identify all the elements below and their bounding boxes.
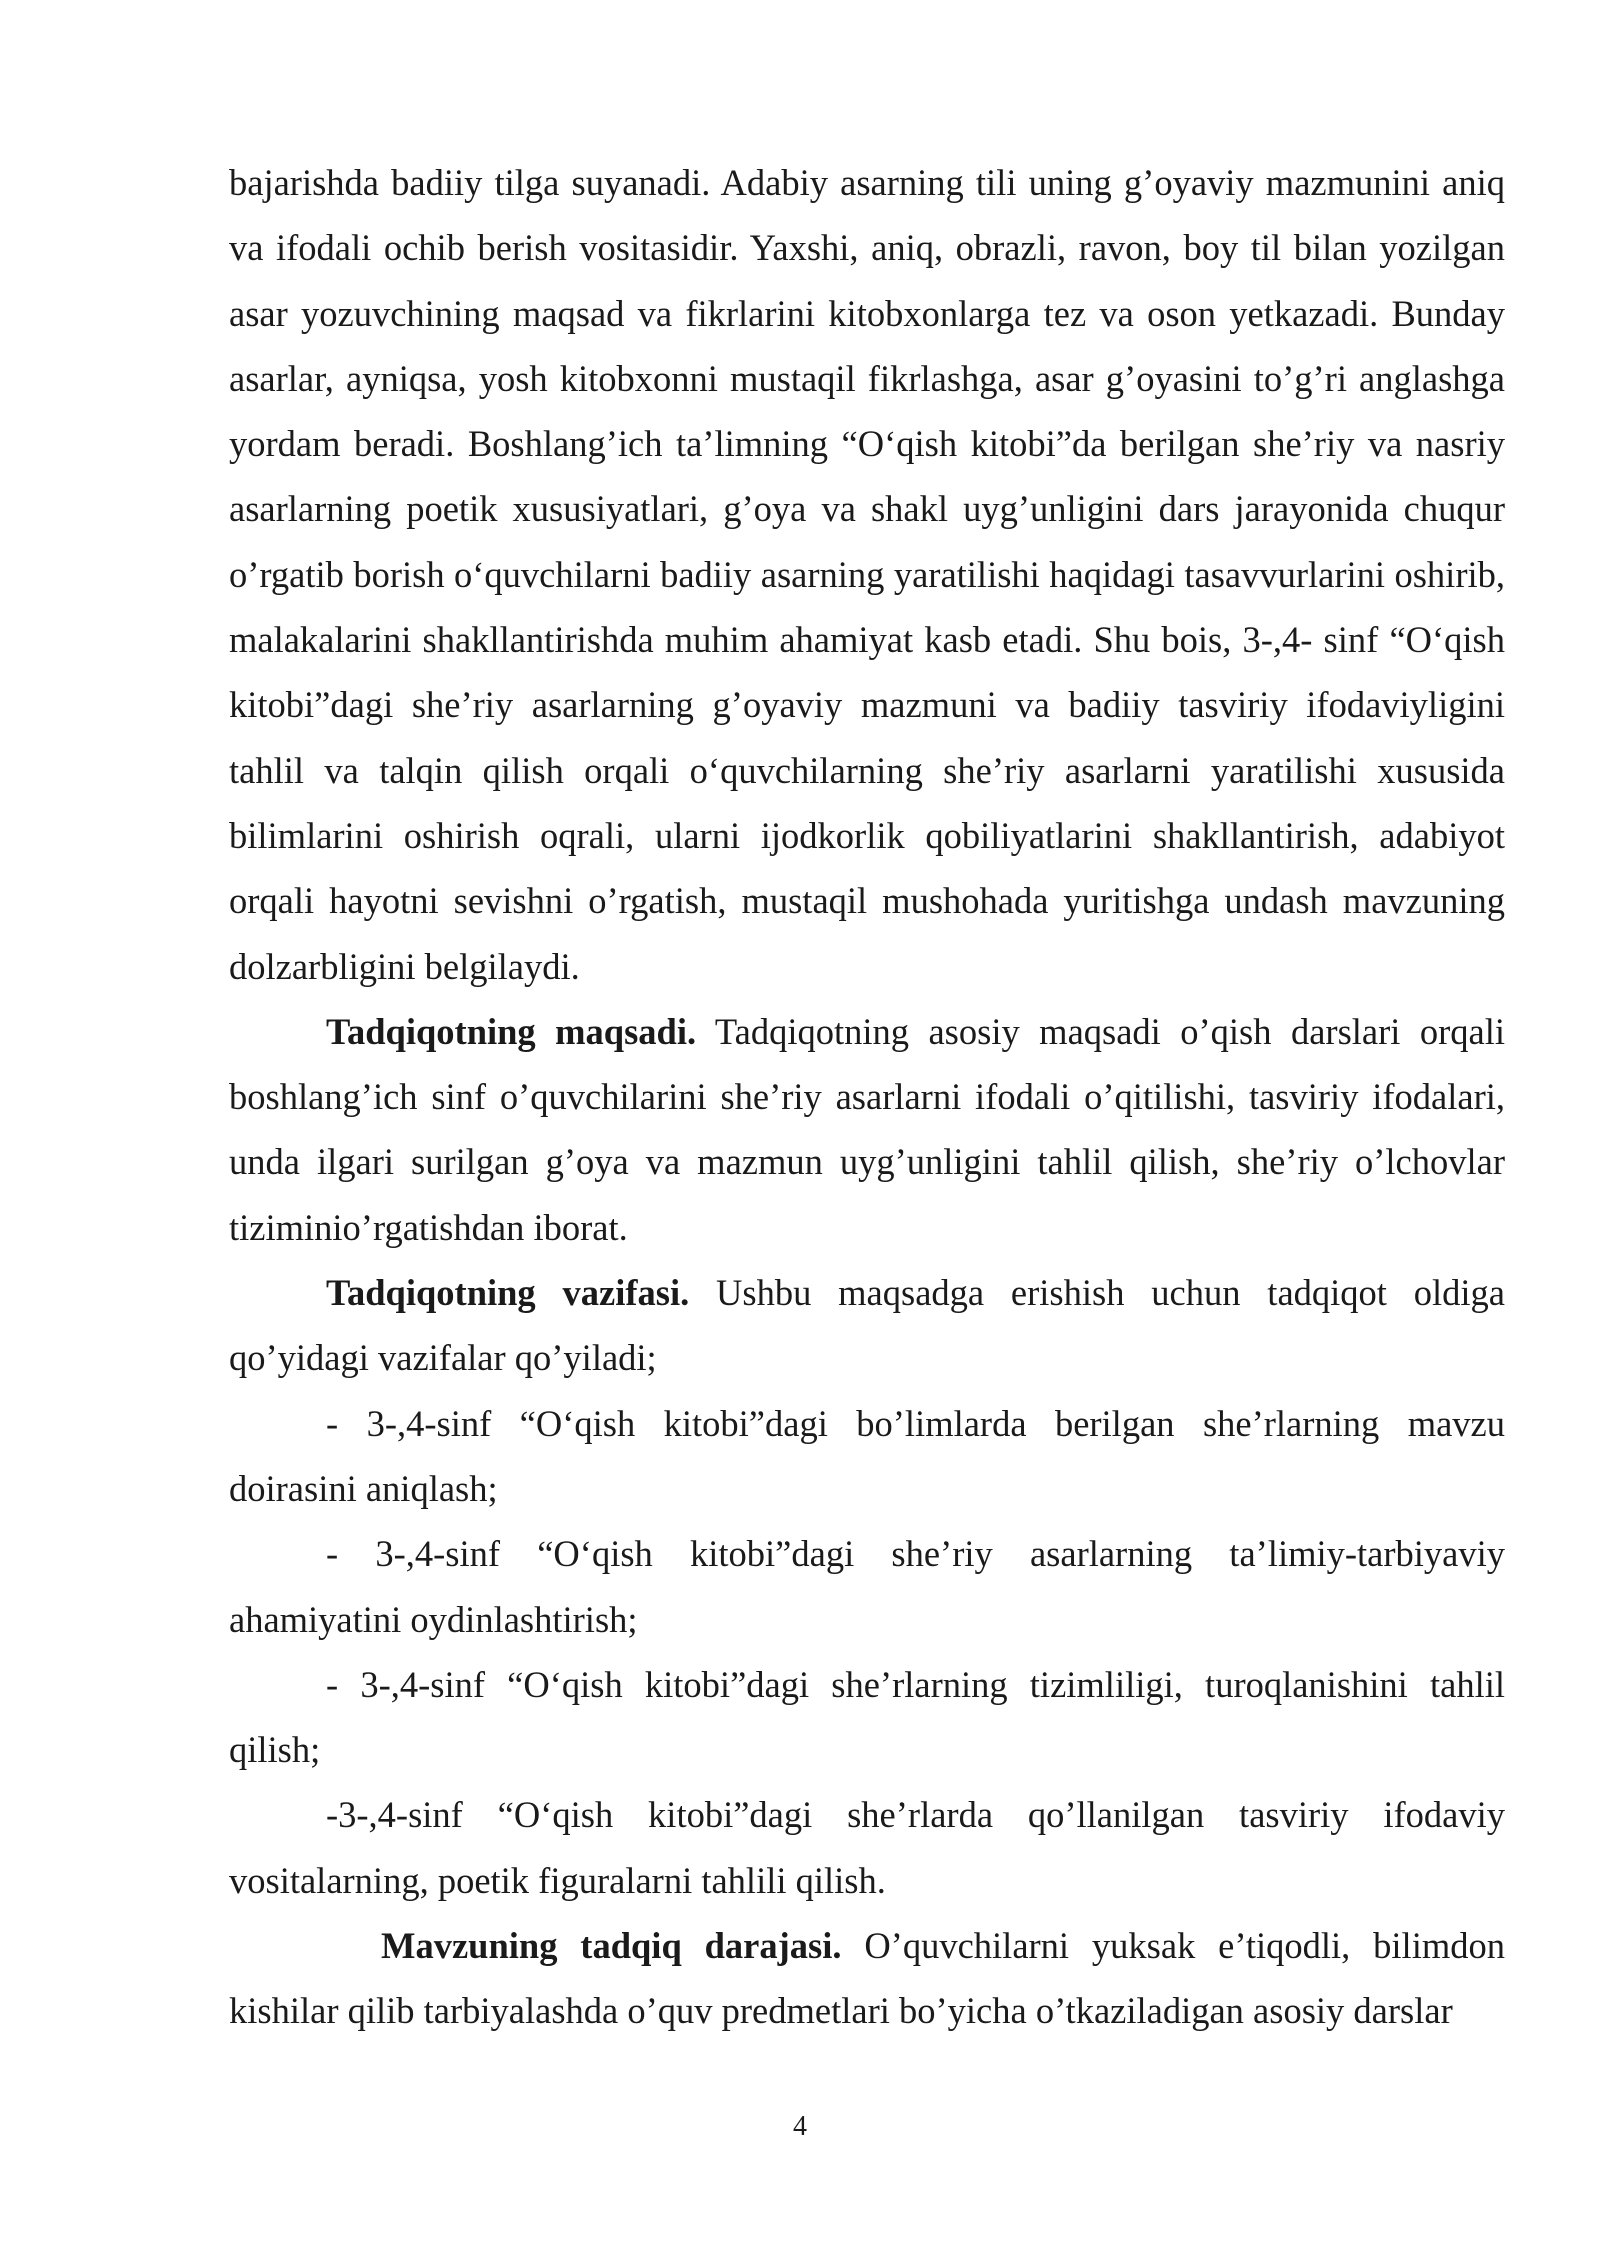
paragraph-text: Ushbu maqsadga erishish uchun tadqiqot oldiga qo’yidagi vazifalar qo’yiladi; [229,1272,1505,1379]
list-item [229,1391,1505,1522]
paragraph-text: Tadqiqotning asosiy maqsadi o’qish darslari orqali boshlang’ich sinf o’quvchilarini she’riy asarlarni ifodali o’qitilishi, tasviriy ifodalari, unda ilgari surilgan g’oya va mazmun uyg’unligini tahlil qilish, she’riy o’lchovlar tiziminio’rgatishdan iborat. [229,1010,1505,1248]
list-item-text: - 3-,4-sinf “O‘qish kitobi”dagi she’rlarning tizimliligi, turoqlanishini tahlil qilish; [229,1663,1505,1771]
paragraph-goal [229,999,1505,1260]
page-number: 4 [793,2111,807,2142]
list-item-text: - 3-,4-sinf “O‘qish kitobi”dagi she’riy asarlarning ta’limiy-tarbiyaviy ahamiyatini oydinlashtirish; [229,1533,1505,1640]
paragraph-text: bajarishda badiiy tilga suyanadi. Adabiy asarning tili uning g’oyaviy mazmunini aniq va ifodali ochib berish vositasidir. Yaxshi, aniq, obrazli, ravon, boy til bilan yozilgan asar yozuvchining maqsad va fikrlarini kitobxonlarga tez va oson yetkazadi. Bunday asarlar, ayniqsa, yosh kitobxonni mustaqil fikrlashga, asar g’oyasini to’g’ri anglashga yordam beradi. Boshlang’ich ta’limning “O‘qish kitobi”da berilgan she’riy va nasriy asarlarning poetik xususiyatlari, g’oya va shakl uyg’unligini dars jarayonida chuqur o’rgatib borish o‘quvchilarni badiiy asarning yaratilishi haqidagi tasavvurlarini oshirib, malakalarini shakllantirishda muhim ahamiyat kasb etadi. Shu bois, 3-,4- sinf “O‘qish kitobi”dagi she’riy asarlarning g’oyaviy mazmuni va badiiy tasviriy ifodaviyligini tahlil va talqin qilish orqali o‘quvchilarning she’riy asarlarni yaratilishi xususida bilimlarini oshirish oqrali, ularni ijodkorlik qobiliyatlarini shakllantirish, adabiyot orqali hayotni sevishni o’rgatish, mustaqil mushohada yuritishga undash mavzuning dolzarbligini belgilaydi. [229,162,1505,987]
list-item [229,1782,1505,1913]
list-item [229,1521,1505,1652]
list-item-text: -3-,4-sinf “O‘qish kitobi”dagi she’rlarda qo’llanilgan tasviriy ifodaviy vositalarning, poetik figuralarni tahlili qilish. [229,1794,1505,1901]
section-heading-goal: Tadqiqotning maqsadi. [326,1010,697,1052]
section-heading-research-degree: Mavzuning tadqiq darajasi. [381,1925,842,1967]
paragraph-tasks [229,1260,1505,1391]
paragraph-relevance [229,150,1505,999]
body-text [229,150,1505,2044]
paragraph-text: O’quvchilarni yuksak e’tiqodli, bilimdon kishilar qilib tarbiyalashda o’quv predmetlari bo’yicha o’tkaziladigan asosiy darslar [229,1925,1505,2032]
list-item [229,1652,1505,1783]
paragraph-research-degree [229,1913,1505,2044]
section-heading-tasks: Tadqiqotning vazifasi. [326,1272,690,1314]
list-item-text: - 3-,4-sinf “O‘qish kitobi”dagi bo’limlarda berilgan she’rlarning mavzu doirasini aniqlash; [229,1402,1505,1509]
